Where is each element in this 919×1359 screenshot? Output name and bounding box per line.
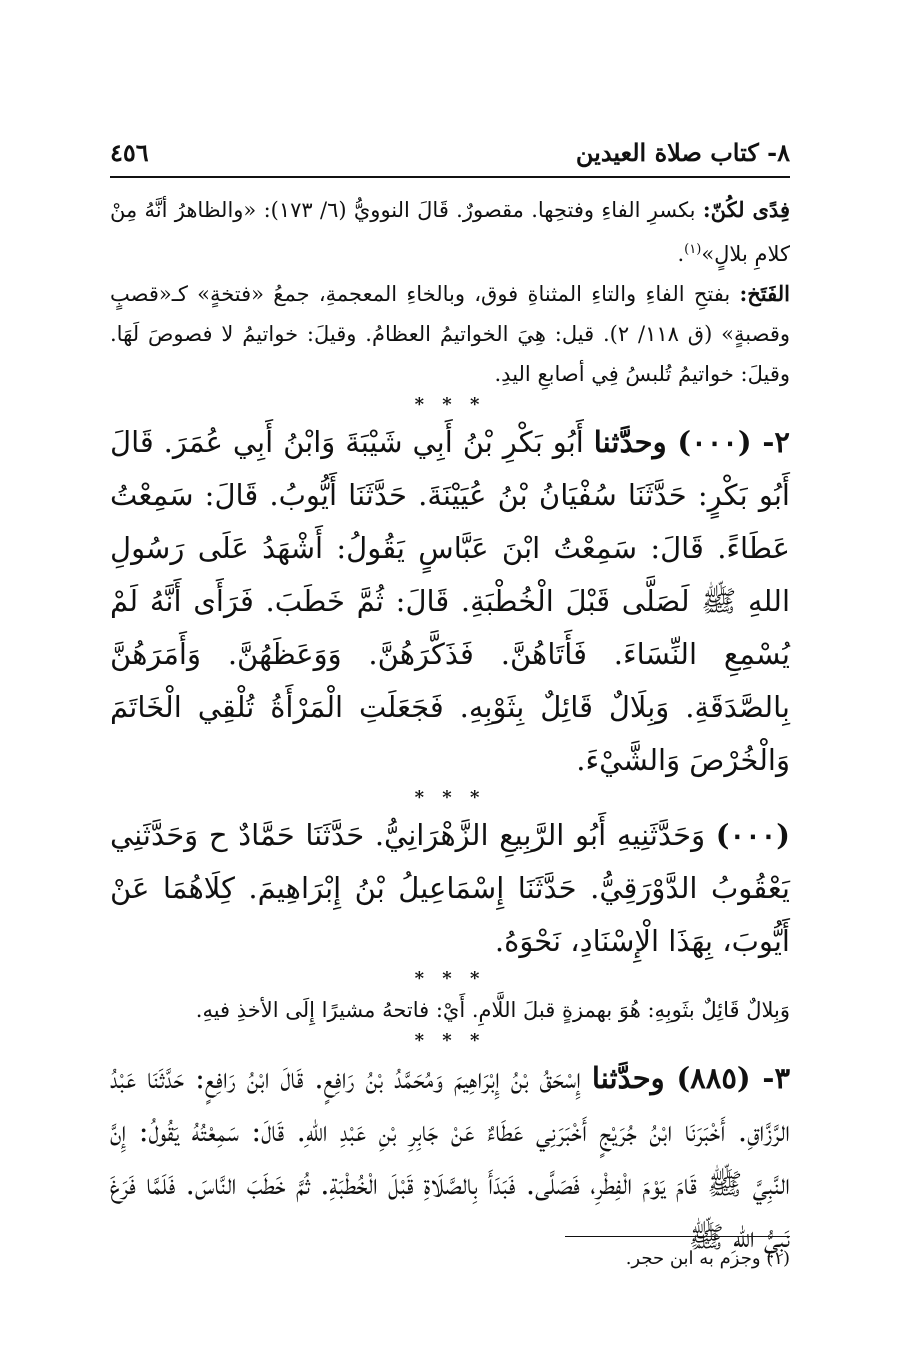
hadith-text: أَبُو بَكْرِ بْنُ أَبِي شَيْبَةَ وَابْنُ أَبِي عُمَرَ. قَالَ أَبُو بَكْرٍ: حَدَّثَنَا سُفْيَانُ بْنُ عُيَيْنَةَ. حَدَّثَنَا أَيُّوبُ. قَالَ: سَمِعْتُ عَطَاءً. قَالَ: سَمِعْتُ ابْنَ عَبَّاسٍ يَقُولُ: أَشْهَدُ عَلَى رَسُولِ اللهِ ﷺ لَصَلَّى قَبْلَ الْخُطْبَةِ. قَالَ: ثُمَّ خَطَبَ. فَرَأَى أَنَّهُ لَمْ يُسْمِعِ النِّسَاءَ. فَأَتَاهُنَّ. فَذَكَّرَهُنَّ. وَوَعَظَهُنَّ. وَأَمَرَهُنَّ بِالصَّدَقَةِ. وَبِلَالٌ قَائِلٌ بِثَوْبِهِ. فَجَعَلَتِ الْمَرْأَةُ تُلْقِي الْخَاتَمَ وَالْخُرْصَ وَالشَّيْءَ. [110, 425, 790, 777]
commentary-text: بكسرِ الفاءِ وفتحِها. مقصورٌ. قَالَ النوويُّ (٦/ ١٧٣): «والظاهرُ أنَّهُ مِنْ كلامِ بلالٍ» [110, 198, 790, 266]
hadith-lead: وحدَّثنا [593, 425, 678, 459]
separator-stars: * * * [414, 787, 486, 808]
hadith-text: وَحَدَّثَنِيهِ أَبُو الرَّبِيعِ الزَّهْرَانِيُّ. حَدَّثَنَا حَمَّادٌ ح وَحَدَّثَنِي يَعْقُوبُ الدَّوْرَقِيُّ. حَدَّثَنَا إِسْمَاعِيلُ بْنُ إِبْرَاهِيمَ. كِلَاهُمَا عَنْ أَيُّوبَ، بِهَذَا الْإِسْنَادِ، نَحْوَهُ. [110, 818, 790, 958]
hadith-number: ٢- (٠٠٠) [677, 425, 790, 459]
hadith-number: (٠٠٠) [715, 818, 790, 852]
page-number: ٤٥٦ [110, 138, 149, 167]
hadith-number: ٣- (٨٨٥) [676, 1061, 791, 1095]
commentary-end: . [677, 242, 685, 266]
commentary-bilal [110, 990, 790, 1030]
commentary-term: فِدًى لكُنّ: [702, 197, 790, 222]
page [110, 128, 790, 1264]
separator-stars: * * * [414, 394, 486, 415]
commentary-text: وَبِلالٌ قَائِلٌ بثَوبِهِ: هُوَ بهمزةٍ قبلَ اللَّامِ. أَيْ: فاتحهُ مشيرًا إِلَى الأخذِ فيهِ. [195, 998, 790, 1022]
separator-stars: * * * [414, 968, 486, 989]
page-header [110, 128, 790, 178]
separator-stars: * * * [414, 1030, 486, 1051]
footnote-divider-line [565, 1236, 790, 1237]
hadith-3 [110, 1052, 790, 1264]
commentary-fidan [110, 190, 790, 274]
footnote [626, 1246, 790, 1272]
hadith-2-variant [110, 809, 790, 968]
chapter-title: ٨- كتاب صلاة العيدين [575, 138, 790, 167]
commentary-term: الفَتَخ: [739, 281, 790, 306]
footnote-marker: (١) [766, 1248, 790, 1269]
hadith-2 [110, 416, 790, 787]
hadith-lead: وحدَّثنا [591, 1061, 677, 1095]
hadith-text: إِسْحَقُ بْنُ إِبْرَاهِيمَ وَمُحَمَّدُ بْنُ رَافِعٍ. قَالَ ابْنُ رَافِعٍ: حَدَّثَنَا عَبْدُ الرَّزَّاقِ. أَخْبَرَنَا ابْنُ جُرَيْجٍ أَخْبَرَنِي عَطَاءٌ عَنْ جَابِرِ بْنِ عَبْدِ اللهِ. قَالَ: سَمِعْتُهُ يَقُولُ: إِنَّ النَّبِيَّ ﷺ قَامَ يَوْمَ الْفِطْرِ، فَصَلَّى. فَبَدَأَ بِالصَّلَاةِ قَبْلَ الْخُطْبَةِ. ثُمَّ خَطَبَ النَّاسَ. فَلَمَّا فَرَغَ نَبِيُّ اللهِ ﷺ [110, 1061, 790, 1254]
footnote-reference: (١) [684, 242, 702, 257]
footnote-text: وجزم به ابن حجر. [625, 1248, 767, 1269]
commentary-text: بفتحِ الفاءِ والتاءِ المثناةِ فوق، وبالخاءِ المعجمةِ، جمعُ «فتخةٍ» كـ«قصبٍ وقصبةٍ» (ق ١١٨/ ٢). قيل: هِيَ الخواتيمُ العظامُ. وقيلَ: خواتيمُ لا فصوصَ لَهَا. وقيلَ: خواتيمُ تُلبسُ فِي أصابعِ اليدِ. [110, 282, 790, 386]
commentary-fatakh [110, 274, 790, 394]
